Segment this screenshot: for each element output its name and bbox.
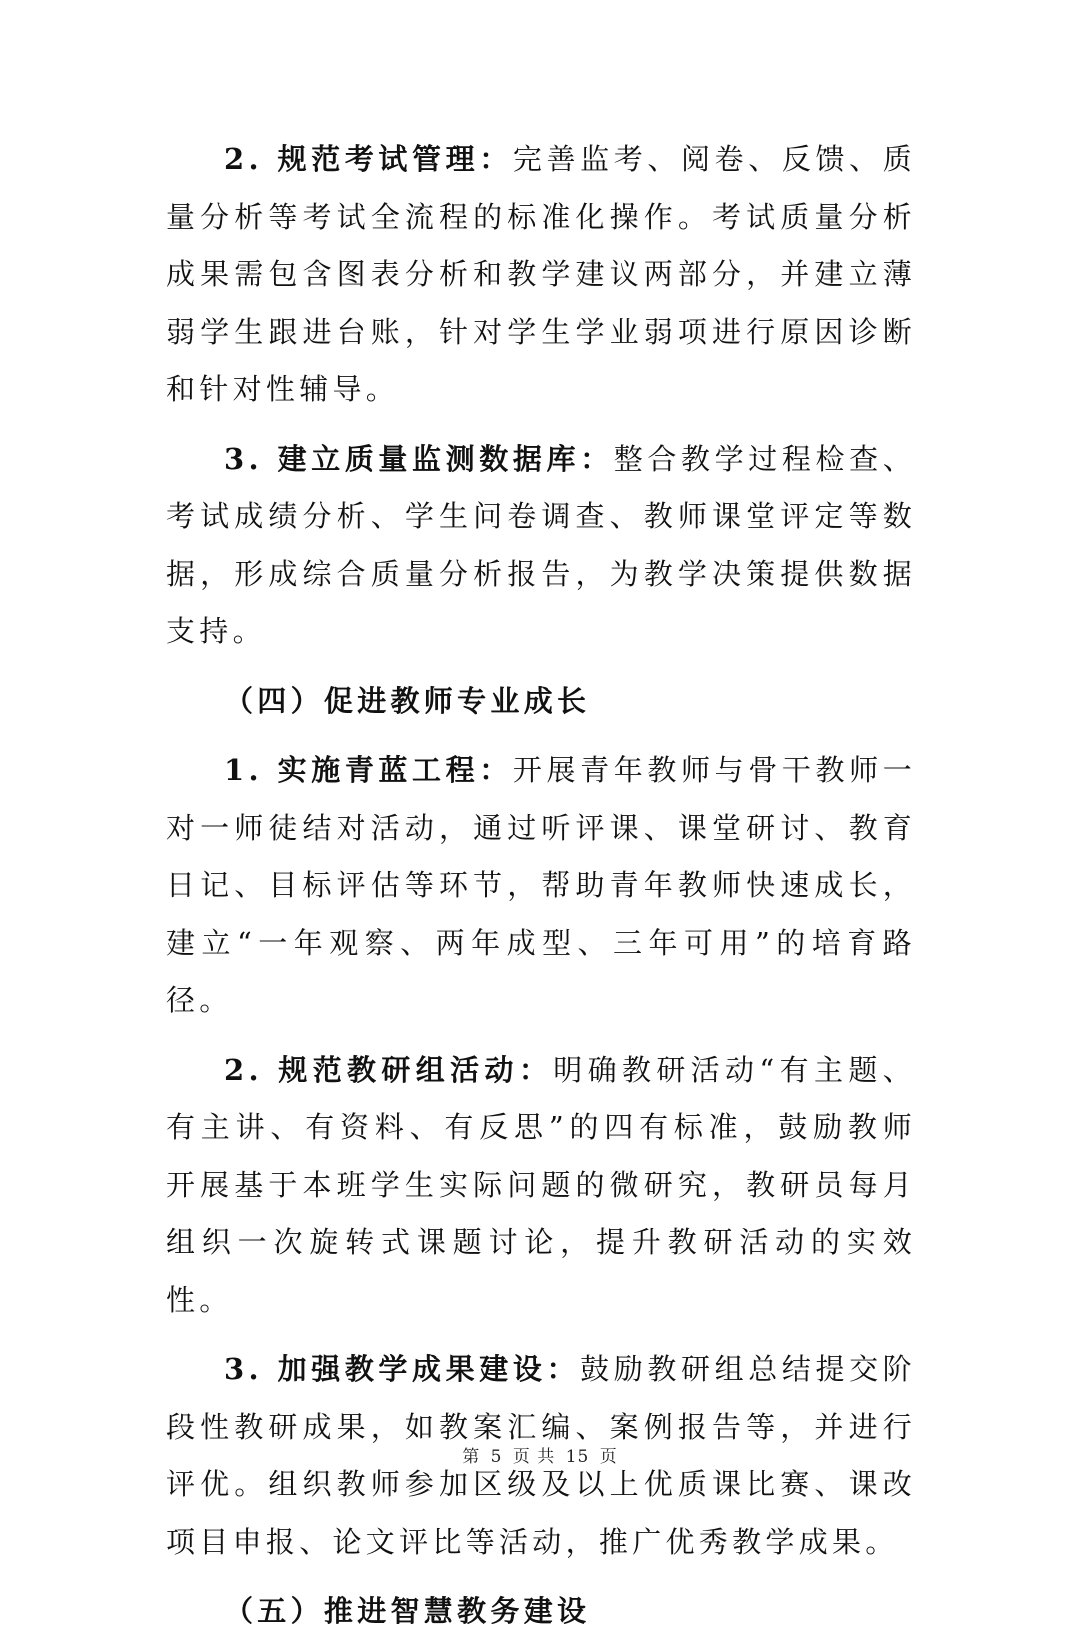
- section-heading-5: （五）推进智慧教务建设: [224, 1594, 591, 1628]
- paragraph-lead: 2. 规范考试管理：: [224, 142, 513, 176]
- footer-suffix: 页: [599, 1447, 618, 1467]
- paragraph-lead: 2. 规范教研组活动：: [224, 1052, 554, 1087]
- paragraph-text: 明确教研活动“有主题、有主讲、有资料、有反思”的四有标准，鼓励教师开展基于本班学生实际问题的微研究，教研员每月组织一次旋转式课题讨论，提升教研活动的实效性。: [166, 1052, 916, 1317]
- paragraph-text: 开展青年教师与骨干教师一对一师徒结对活动，通过听评课、课堂研讨、教育日记、目标评估等环节，帮助青年教师快速成长，建立“一年观察、两年成型、三年可用”的培育路径。: [166, 753, 916, 1017]
- paragraph-lead: 3. 加强教学成果建设：: [224, 1352, 581, 1386]
- paragraph-text: 完善监考、阅卷、反馈、质量分析等考试全流程的标准化操作。考试质量分析成果需包含图表分析和教学建议两部分，并建立薄弱学生跟进台账，针对学生学业弱项进行原因诊断和针对性辅导。: [166, 142, 916, 406]
- document-body: [166, 131, 916, 1641]
- paragraph-quality-database: [166, 431, 916, 661]
- footer-middle: 页 共: [512, 1447, 556, 1467]
- current-page-number: 5: [490, 1447, 503, 1467]
- paragraph-text: 鼓励教研组总结提交阶段性教研成果，如教案汇编、案例报告等，并进行评优。组织教师参加区级及以上优质课比赛、课改项目申报、论文评比等活动，推广优秀教学成果。: [166, 1352, 916, 1559]
- paragraph-lead: 1. 实施青蓝工程：: [224, 753, 513, 787]
- paragraph-lead: 3. 建立质量监测数据库：: [224, 441, 614, 476]
- paragraph-teaching-research: [166, 1042, 916, 1330]
- section-heading-4: （四）促进教师专业成长: [224, 683, 591, 718]
- paragraph-qinglan-project: [166, 742, 916, 1030]
- page-footer: [0, 1442, 1080, 1467]
- footer-prefix: 第: [462, 1447, 481, 1467]
- paragraph-exam-management: [166, 131, 916, 419]
- paragraph-text: 整合教学过程检查、考试成绩分析、学生问卷调查、教师课堂评定等数据，形成综合质量分析报告，为教学决策提供数据支持。: [166, 441, 916, 648]
- total-page-count: 15: [565, 1447, 590, 1467]
